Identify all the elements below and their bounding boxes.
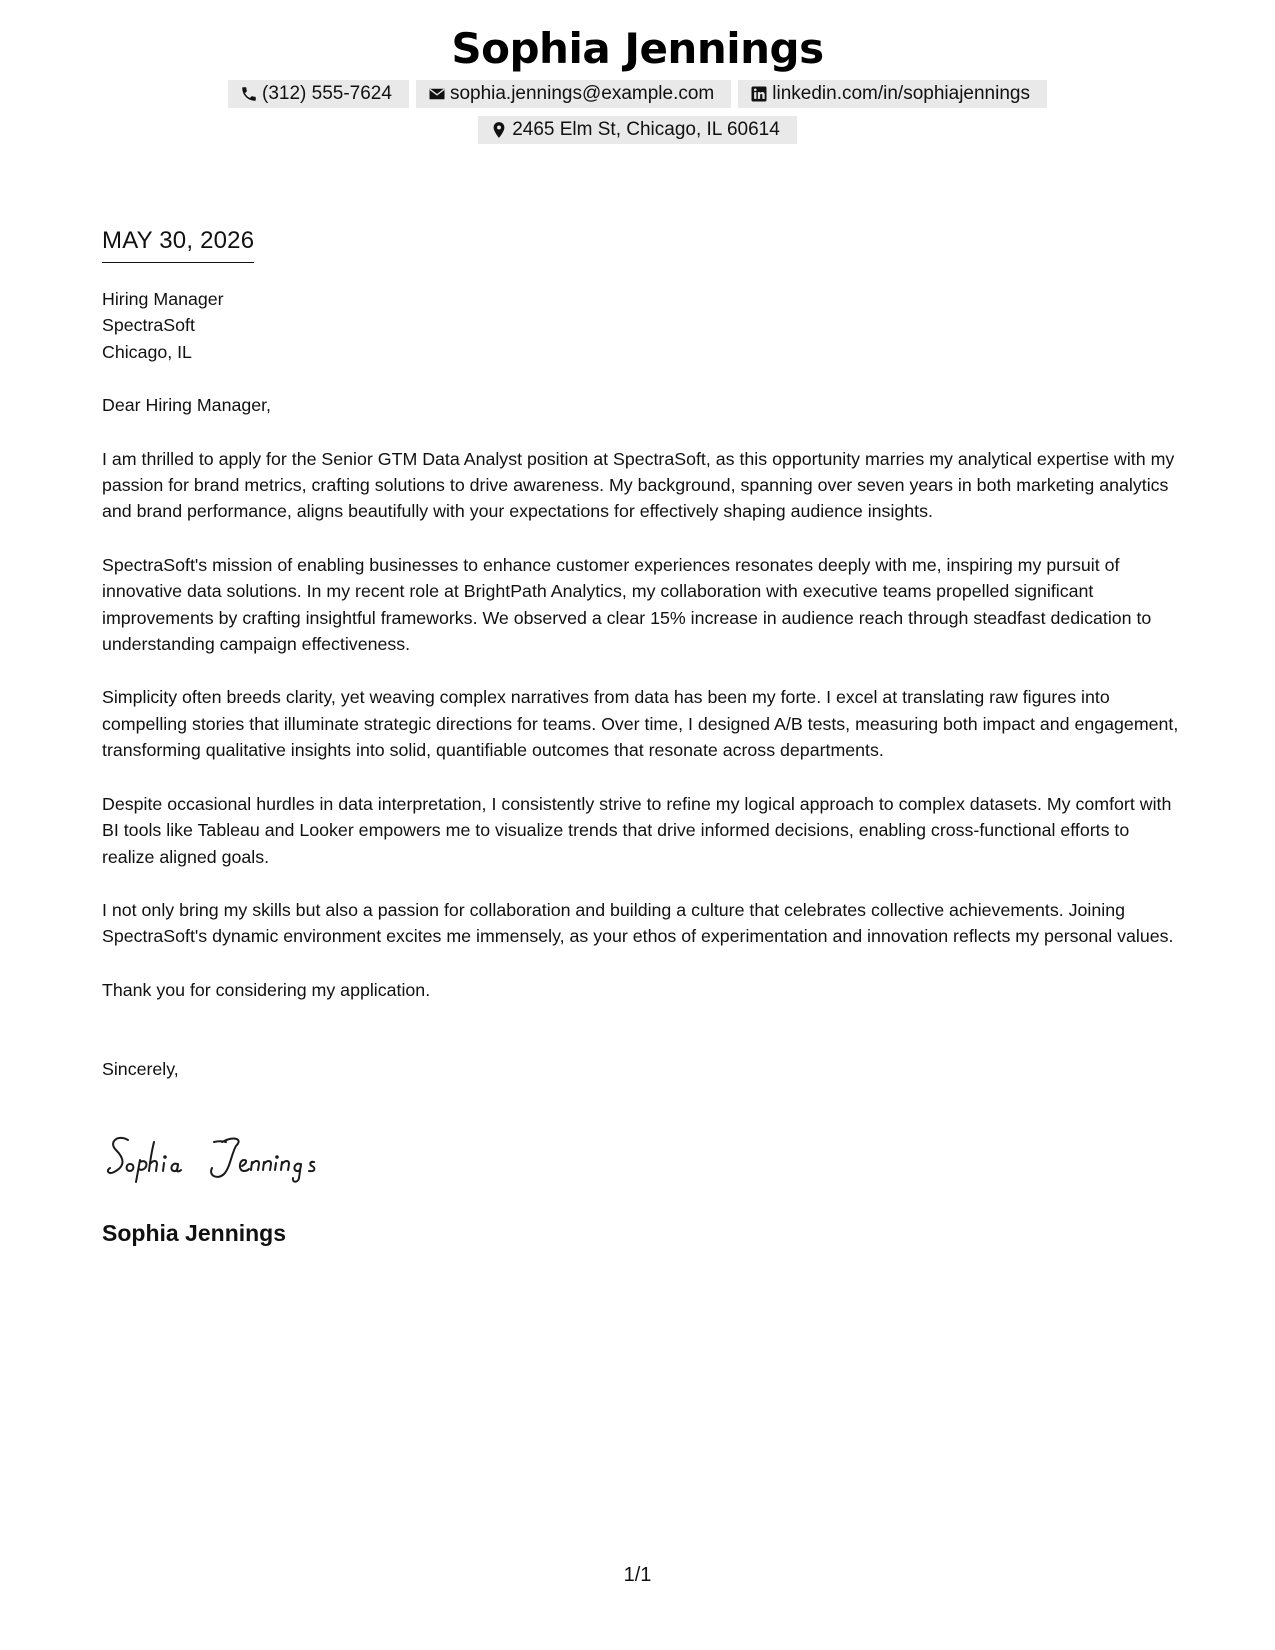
body-paragraph-2: SpectraSoft's mission of enabling businesses to enhance customer experiences resonates deeply with me, inspiring my pursuit of innovative data solutions. In my recent role at BrightPath Analytics, my collaboration with executive teams propelled significant improvements by crafting insightful frameworks. We observed a clear 15% increase in audience reach through steadfast dedication to understanding campaign effectiveness. xyxy=(102,554,1152,655)
recipient-block xyxy=(102,286,1182,365)
letter-header xyxy=(0,20,1275,144)
salutation: Dear Hiring Manager, xyxy=(102,395,271,416)
body-paragraph-1: I am thrilled to apply for the Senior GTM Data Analyst position at SpectraSoft, as this opportunity marries my analytical expertise with my passion for brand metrics, crafting solutions to drive awareness. My background, spanning over seven years in both marketing analytics and brand performance, aligns beautifully with your expectations for effectively shaping audience insights. xyxy=(102,448,1175,522)
phone-text: (312) 555-7624 xyxy=(262,83,392,104)
recipient-company: SpectraSoft xyxy=(102,315,195,336)
map-pin-icon xyxy=(490,121,508,139)
email-text: sophia.jennings@example.com xyxy=(449,83,715,104)
email-chip xyxy=(416,80,731,108)
signed-name: Sophia Jennings xyxy=(102,1220,287,1246)
phone-icon xyxy=(240,85,258,103)
linkedin-text: linkedin.com/in/sophiajennings xyxy=(772,83,1030,104)
linkedin-chip xyxy=(738,80,1047,108)
linkedin-icon xyxy=(750,85,768,103)
body-paragraph-4: Despite occasional hurdles in data interpretation, I consistently strive to refine my logical approach to complex datasets. My comfort with BI tools like Tableau and Looker empowers me to visualize trends that drive informed decisions, enabling cross-functional efforts to realize aligned goals. xyxy=(102,793,1172,867)
body-paragraph-5: I not only bring my skills but also a passion for collaboration and building a culture that celebrates collective achievements. Joining SpectraSoft's dynamic environment excites me immensely, as your ethos of experimentation and innovation reflects my personal values. xyxy=(102,899,1174,947)
body-paragraph-6: Thank you for considering my application. xyxy=(102,979,431,1000)
letter-body xyxy=(102,286,1182,1083)
letter-date: MAY 30, 2026 xyxy=(102,226,254,263)
body-paragraph-3: Simplicity often breeds clarity, yet weaving complex narratives from data has been my forte. I excel at translating raw figures into compelling stories that illuminate strategic directions for teams. Over time, I designed A/B tests, measuring both impact and engagement, transforming qualitative insights into solid, quantifiable outcomes that resonate across departments. xyxy=(102,687,1179,761)
recipient-location: Chicago, IL xyxy=(102,341,192,362)
contact-row-primary xyxy=(0,80,1275,108)
address-text: 2465 Elm St, Chicago, IL 60614 xyxy=(512,119,780,140)
phone-chip xyxy=(228,80,409,108)
page-number: 1/1 xyxy=(623,1564,652,1586)
closing: Sincerely, xyxy=(102,1059,179,1080)
recipient-title: Hiring Manager xyxy=(102,289,224,309)
handwritten-signature xyxy=(104,1128,364,1188)
envelope-icon xyxy=(428,85,446,103)
applicant-name: Sophia Jennings xyxy=(451,24,824,73)
address-chip xyxy=(478,116,797,144)
contact-row-secondary xyxy=(0,116,1275,144)
